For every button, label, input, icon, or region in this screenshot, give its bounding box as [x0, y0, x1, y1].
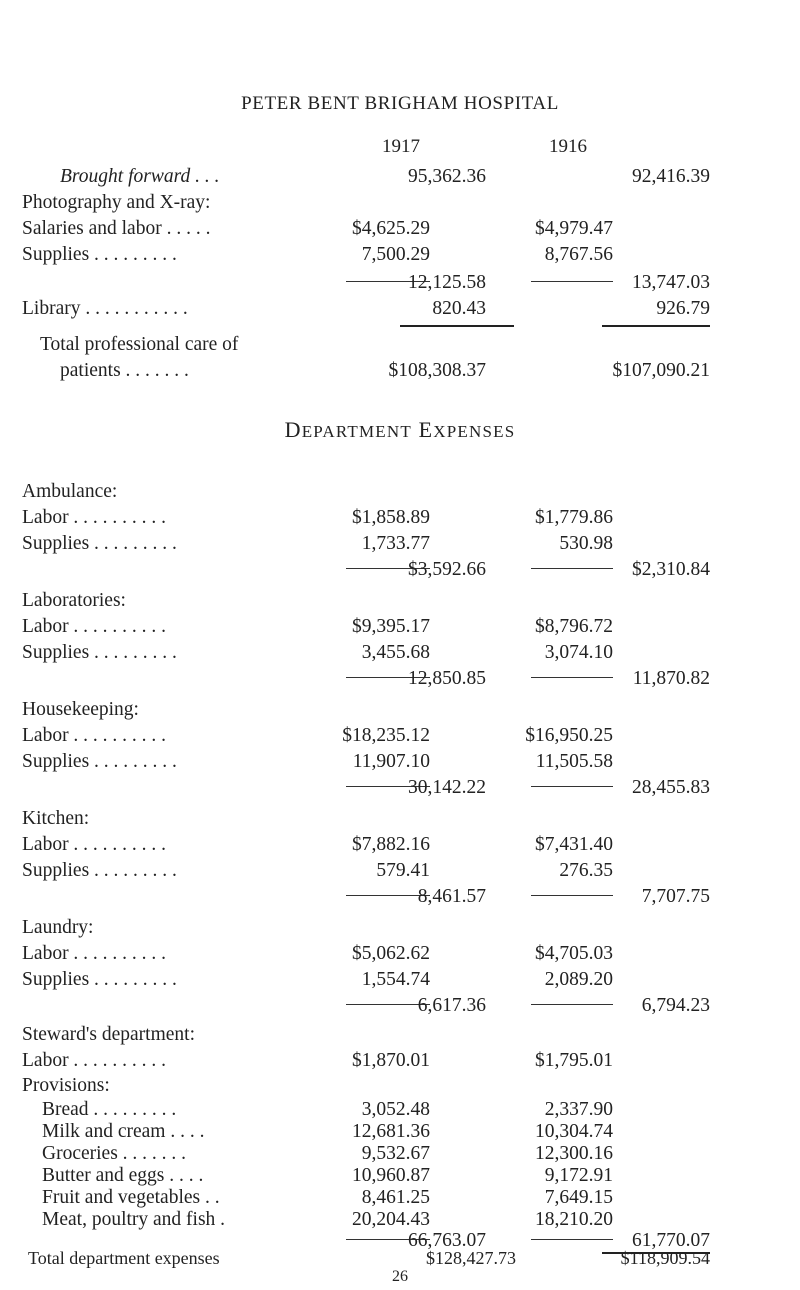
- dept-total-1916: $2,310.84: [632, 559, 710, 580]
- total-department-label: Total department expenses: [28, 1248, 220, 1268]
- dept-heading: Ambulance:: [22, 481, 118, 502]
- provision-1917: 9,532.67: [361, 1143, 430, 1164]
- dept-row-1917: $18,235.12: [342, 725, 430, 746]
- dept-row-label: Labor . . . . . . . . . .: [22, 834, 167, 855]
- dept-row-label: Labor . . . . . . . . . .: [22, 943, 167, 964]
- photo-supplies-1917: 7,500.29: [361, 244, 430, 265]
- photo-salaries-1917: $4,625.29: [352, 218, 430, 239]
- dept-row-1917: $5,062.62: [352, 943, 430, 964]
- dept-rule-1916: [531, 1004, 613, 1005]
- brought-forward-1917: 95,362.36: [408, 166, 486, 187]
- dept-rule-1916: [531, 677, 613, 678]
- dept-rule-1916: [531, 895, 613, 896]
- provision-label: Milk and cream . . . .: [42, 1121, 205, 1142]
- total-department-1916: $118,909.54: [620, 1248, 710, 1268]
- library-label: Library . . . . . . . . . . .: [22, 298, 188, 319]
- dept-row-1916: 11,505.58: [535, 751, 613, 772]
- total-department-1917: $128,427.73: [426, 1248, 516, 1268]
- professional-rule-1917: [400, 325, 514, 327]
- total-professional-line2: patients . . . . . . .: [60, 360, 189, 381]
- dept-heading: Kitchen:: [22, 808, 90, 829]
- provision-1917: 8,461.25: [361, 1187, 430, 1208]
- steward-total-1916: 61,770.07: [632, 1230, 710, 1251]
- dept-row-1916: 276.35: [559, 860, 613, 881]
- provision-label: Bread . . . . . . . . .: [42, 1099, 177, 1120]
- dept-row-1916: $8,796.72: [535, 616, 613, 637]
- dept-row-1916: 2,089.20: [544, 969, 613, 990]
- photo-total-1916: 13,747.03: [632, 272, 710, 293]
- dept-total-1916: 7,707.75: [641, 886, 710, 907]
- dept-total-1917: $3,592.66: [408, 559, 486, 580]
- photo-salaries-label: Salaries and labor . . . . .: [22, 218, 211, 239]
- provision-1917: 3,052.48: [361, 1099, 430, 1120]
- dept-row-label: Supplies . . . . . . . . .: [22, 533, 177, 554]
- dept-row-label: Supplies . . . . . . . . .: [22, 751, 177, 772]
- photo-supplies-1916: 8,767.56: [544, 244, 613, 265]
- dept-row-label: Supplies . . . . . . . . .: [22, 642, 177, 663]
- dept-total-1917: 6,617.36: [417, 995, 486, 1016]
- total-professional-line1: Total professional care of: [40, 334, 239, 355]
- photo-rule-1916: [531, 281, 613, 282]
- dept-total-1916: 6,794.23: [641, 995, 710, 1016]
- total-professional-1917: $108,308.37: [388, 360, 486, 381]
- provisions-heading: Provisions:: [22, 1075, 110, 1096]
- provision-1917: 12,681.36: [352, 1121, 430, 1142]
- dept-total-1917: 8,461.57: [417, 886, 486, 907]
- brought-forward-label: Brought forward . . .: [60, 166, 220, 187]
- provision-1916: 12,300.16: [535, 1143, 613, 1164]
- steward-total-1917: 66,763.07: [408, 1230, 486, 1251]
- dept-row-label: Labor . . . . . . . . . .: [22, 725, 167, 746]
- dept-row-1917: 1,554.74: [361, 969, 430, 990]
- dept-row-1917: 579.41: [376, 860, 430, 881]
- dept-total-1916: 11,870.82: [632, 668, 710, 689]
- dept-heading: Laundry:: [22, 917, 94, 938]
- dept-rule-1916: [531, 786, 613, 787]
- dept-heading: Housekeeping:: [22, 699, 139, 720]
- year-1916-heading: 1916: [549, 136, 587, 157]
- photo-total-1917: 12,125.58: [408, 272, 486, 293]
- department-expenses-title: DEPARTMENT EXPENSES: [284, 417, 516, 442]
- steward-heading: Steward's department:: [22, 1024, 196, 1045]
- dept-row-1917: 11,907.10: [352, 751, 430, 772]
- library-1917: 820.43: [432, 298, 486, 319]
- dept-row-label: Labor . . . . . . . . . .: [22, 616, 167, 637]
- provision-label: Butter and eggs . . . .: [42, 1165, 204, 1186]
- provision-1917: 10,960.87: [352, 1165, 430, 1186]
- dept-row-label: Supplies . . . . . . . . .: [22, 860, 177, 881]
- total-professional-1916: $107,090.21: [612, 360, 710, 381]
- professional-rule-1916: [602, 325, 710, 327]
- grand-total-rule-1916: [602, 1252, 710, 1254]
- dept-row-1917: $7,882.16: [352, 834, 430, 855]
- dept-row-1916: $4,705.03: [535, 943, 613, 964]
- provision-1916: 7,649.15: [544, 1187, 613, 1208]
- photo-supplies-label: Supplies . . . . . . . . .: [22, 244, 177, 265]
- steward-rule-1916: [531, 1239, 613, 1240]
- dept-rule-1916: [531, 568, 613, 569]
- dept-total-1917: 12,850.85: [408, 668, 486, 689]
- dept-row-label: Labor . . . . . . . . . .: [22, 507, 167, 528]
- dept-heading: Laboratories:: [22, 590, 126, 611]
- steward-labor-label: Labor . . . . . . . . . .: [22, 1050, 167, 1071]
- provision-label: Groceries . . . . . . .: [42, 1143, 187, 1164]
- dept-total-1916: 28,455.83: [632, 777, 710, 798]
- dept-row-label: Supplies . . . . . . . . .: [22, 969, 177, 990]
- library-1916: 926.79: [656, 298, 710, 319]
- provision-1916: 18,210.20: [535, 1209, 613, 1230]
- provision-1916: 2,337.90: [544, 1099, 613, 1120]
- dept-row-1916: $1,779.86: [535, 507, 613, 528]
- page-number: 26: [392, 1268, 408, 1285]
- provision-1917: 20,204.43: [352, 1209, 430, 1230]
- year-1917-heading: 1917: [382, 136, 420, 157]
- dept-row-1917: 1,733.77: [361, 533, 430, 554]
- brought-forward-1916: 92,416.39: [632, 166, 710, 187]
- steward-labor-1917: $1,870.01: [352, 1050, 430, 1071]
- dept-row-1917: $9,395.17: [352, 616, 430, 637]
- steward-labor-1916: $1,795.01: [535, 1050, 613, 1071]
- provision-1916: 10,304.74: [535, 1121, 613, 1142]
- dept-row-1916: 530.98: [559, 533, 613, 554]
- dept-row-1916: $16,950.25: [525, 725, 613, 746]
- photography-heading: Photography and X-ray:: [22, 192, 211, 213]
- dept-row-1916: 3,074.10: [544, 642, 613, 663]
- provision-1916: 9,172.91: [544, 1165, 613, 1186]
- provision-label: Fruit and vegetables . .: [42, 1187, 220, 1208]
- provision-label: Meat, poultry and fish .: [42, 1209, 226, 1230]
- page-header: PETER BENT BRIGHAM HOSPITAL: [241, 93, 559, 114]
- dept-total-1917: 30,142.22: [408, 777, 486, 798]
- dept-row-1916: $7,431.40: [535, 834, 613, 855]
- dept-row-1917: 3,455.68: [361, 642, 430, 663]
- dept-row-1917: $1,858.89: [352, 507, 430, 528]
- photo-salaries-1916: $4,979.47: [535, 218, 613, 239]
